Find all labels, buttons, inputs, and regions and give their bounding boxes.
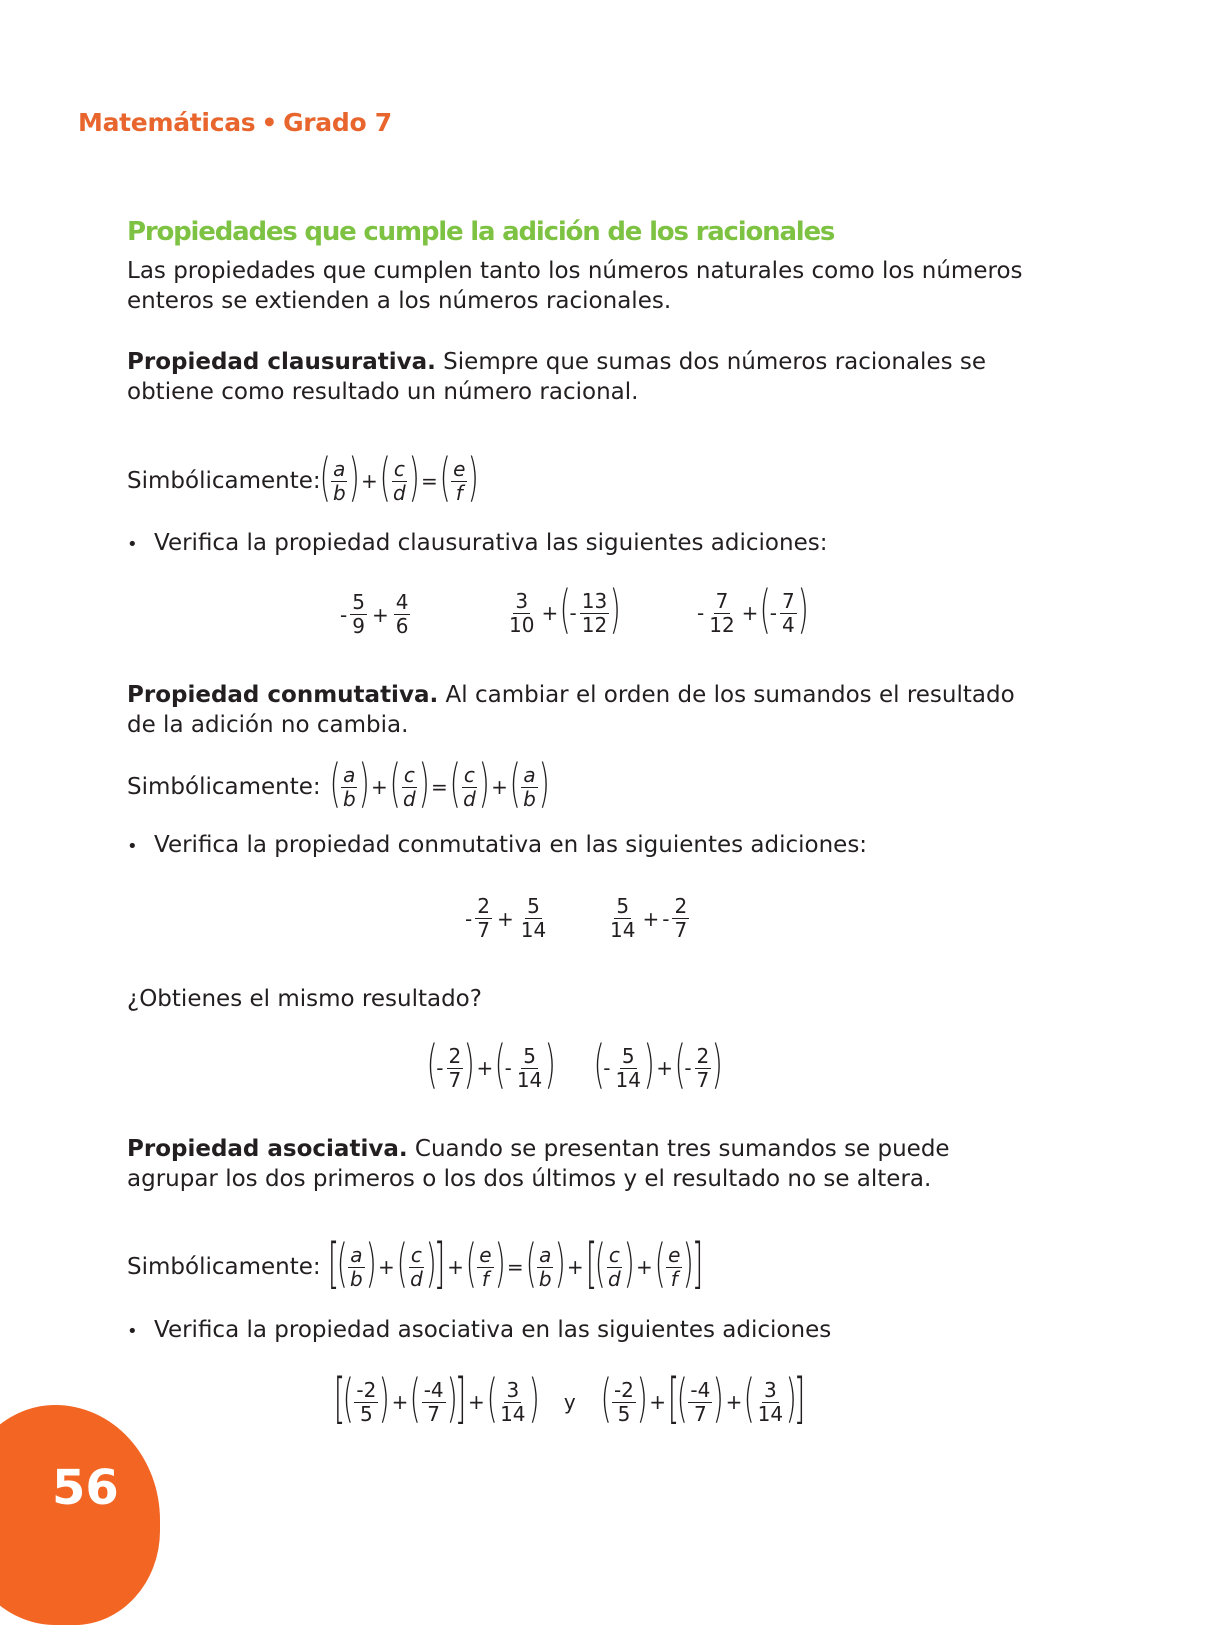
clausurativa-text: Siempre que sumas dos números racionales se obtiene como resultado un número racional. xyxy=(127,349,987,405)
asociativa-exercise-1: [ ( $\frac{-2}{5}$ ) + ( $\frac{-4}{7}$ ) ] + ( $\frac{3}{14}$ ) xyxy=(333,1367,540,1430)
conmutativa-symbolic xyxy=(127,754,550,814)
sym-label: Simbólicamente: xyxy=(127,1254,321,1280)
bullet-text: Verifica la propiedad clausurativa las siguientes adiciones: xyxy=(154,530,828,556)
conjunction: y xyxy=(563,1390,576,1414)
header-separator: • xyxy=(261,108,278,137)
conmutativa-paragraph xyxy=(127,680,1037,740)
clausurativa-exercise-2: $\frac{3}{10}$ + ( - $\frac{13}{12}$ ) xyxy=(509,580,621,640)
page-number: 56 xyxy=(52,1460,119,1516)
asociativa-exercise-2: ( $\frac{-2}{5}$ ) + [ ( $\frac{-4}{7}$ ) + ( $\frac{3}{14}$ ) ] xyxy=(600,1367,806,1430)
sym-label: Simbólicamente: xyxy=(127,468,321,494)
conmutativa-formula: ( $\frac{a}{b}$ ) + ( $\frac{c}{d}$ ) = ( $\frac{c}{d}$ ) + ( $\frac{a}{b}$ ) xyxy=(329,754,550,814)
grade-label: Grado 7 xyxy=(283,108,392,137)
bullet-dot: • xyxy=(127,836,138,857)
conmutativa-exercise-1: - $\frac{2}{7}$ + $\frac{5}{14}$ xyxy=(465,894,547,942)
bullet-text: Verifica la propiedad asociativa en las siguientes adiciones xyxy=(154,1317,832,1343)
clausurativa-name: Propiedad clausurativa. xyxy=(127,349,436,375)
clausurativa-symbolic xyxy=(127,448,480,508)
conmutativa-bullet xyxy=(127,832,867,858)
asociativa-bullet xyxy=(127,1317,831,1343)
subject-label: Matemáticas xyxy=(78,108,256,137)
asociativa-exercises xyxy=(333,1367,806,1430)
conmutativa-result-1: ( - $\frac{2}{7}$ ) + ( - $\frac{5}{14}$ ) xyxy=(426,1035,557,1095)
clausurativa-exercise-3: - $\frac{7}{12}$ + ( - $\frac{7}{4}$ ) xyxy=(697,580,809,640)
page-header xyxy=(78,108,392,137)
intro-paragraph: Las propiedades que cumplen tanto los números naturales como los números enteros se extienden a los números racionales. xyxy=(127,258,1023,314)
conmutativa-exercise-2: $\frac{5}{14}$ + - $\frac{2}{7}$ xyxy=(610,894,688,942)
clausurativa-paragraph xyxy=(127,347,1037,407)
clausurativa-formula: ( $\frac{a}{b}$ ) + ( $\frac{c}{d}$ ) = ( $\frac{e}{f}$ ) xyxy=(319,448,480,508)
clausurativa-exercise-1: - $\frac{5}{9}$ + $\frac{4}{6}$ xyxy=(340,590,409,638)
asociativa-formula: [ ( $\frac{a}{b}$ ) + ( $\frac{c}{d}$ ) ] + ( $\frac{e}{f}$ ) = ( $\frac{a}{b}$ ) + [ ( $\frac{c}{d}$ ) + ( $\frac{e}{f}$ ) ] xyxy=(327,1232,704,1295)
bullet-text: Verifica la propiedad conmutativa en las siguientes adiciones: xyxy=(154,832,868,858)
asociativa-name: Propiedad asociativa. xyxy=(127,1136,408,1162)
clausurativa-bullet xyxy=(127,530,827,556)
section-title: Propiedades que cumple la adición de los racionales xyxy=(127,217,835,247)
conmutativa-name: Propiedad conmutativa. xyxy=(127,682,439,708)
bullet-dot: • xyxy=(127,534,138,555)
asociativa-text: Cuando se presentan tres sumandos se puede agrupar los dos primeros o los dos últimos y el resultado no se altera. xyxy=(127,1136,950,1192)
bullet-dot: • xyxy=(127,1321,138,1342)
asociativa-symbolic xyxy=(127,1232,704,1295)
asociativa-paragraph xyxy=(127,1134,1037,1194)
sym-label: Simbólicamente: xyxy=(127,774,321,800)
conmutativa-text: Al cambiar el orden de los sumandos el resultado de la adición no cambia. xyxy=(127,682,1015,738)
conmutativa-result-2: ( - $\frac{5}{14}$ ) + ( - $\frac{2}{7}$ ) xyxy=(593,1035,724,1095)
conmutativa-question: ¿Obtienes el mismo resultado? xyxy=(127,986,482,1012)
